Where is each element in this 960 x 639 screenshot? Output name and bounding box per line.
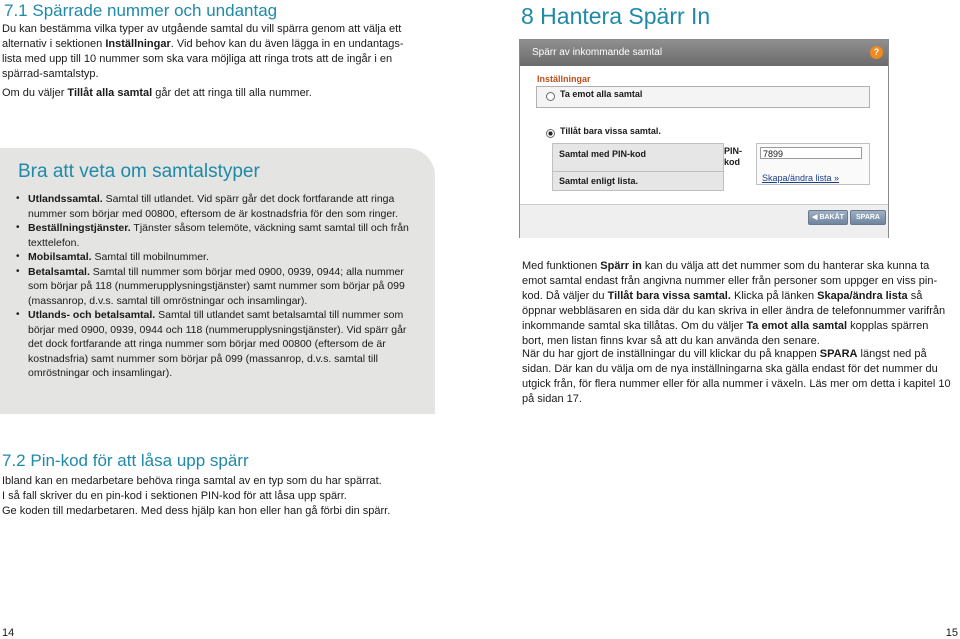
edit-list-link[interactable]: Skapa/ändra lista » [762, 173, 840, 183]
text-run: kan du välja att det nummer som du hanterar ska kunna ta emot samtal endast från angivna nummer eller från personer som uppger en viss pin-kod. Då väljer du [522, 260, 938, 302]
call-type-name: Utlands- och betalsamtal. [28, 309, 156, 321]
back-button-label: BAKÅT [819, 214, 844, 221]
section-7-2-line: Ge koden till medarbetaren. Med dess hjälp kan hon eller han gå förbi din spärr. [2, 505, 391, 517]
call-type-description: Tjänster såsom telemöte, väckning samt samtal till och från texttelefon. [28, 222, 409, 249]
section-7-2-line: Ibland kan en medarbetare behöva ringa samtal av en typ som du har spärrat. [2, 475, 382, 487]
section-7-2-line: I så fall skriver du en pin-kod i sektionen PIN-kod för att låsa upp spärr. [2, 490, 347, 502]
screen-title: Spärr av inkommande samtal [532, 47, 663, 58]
call-type-name: Betalsamtal. [28, 265, 90, 278]
bold-term: Spärr in [600, 260, 642, 272]
option-list-label: Samtal enligt lista. [559, 176, 639, 186]
option-pin-label: Samtal med PIN-kod [559, 149, 647, 159]
option-pin-code[interactable] [552, 143, 724, 173]
section-7-1-note: Om du väljer Tillåt alla samtal går det att ringa till alla nummer. [2, 87, 312, 99]
call-type-item [16, 221, 416, 250]
call-type-item [16, 192, 416, 221]
call-type-name: Mobilsamtal. [28, 251, 92, 263]
info-box-title: Bra att veta om samtalstyper [18, 161, 260, 182]
screen-titlebar [520, 40, 888, 66]
call-type-description: Samtal till utlandet. Vid spärr går det dock fortfarande att ringa nummer som börjar med 00800, eftersom de är kostnadsfria för den som ringer. [28, 193, 399, 220]
radio-allow-some[interactable] [546, 129, 555, 138]
pin-label: PIN-kod [724, 146, 742, 167]
bold-term: Skapa/ändra lista [817, 290, 908, 302]
settings-label: Inställningar [537, 74, 591, 84]
bold-term: Tillåt bara vissa samtal. [607, 290, 731, 302]
save-button[interactable]: SPARA [850, 210, 886, 225]
page-number-right: 15 [945, 627, 958, 639]
call-type-name: Beställningstjänster. [28, 222, 131, 234]
label-allow-some: Tillåt bara vissa samtal. [560, 126, 661, 136]
section-7-2-title: 7.2 Pin-kod för att låsa upp spärr [2, 451, 249, 470]
call-type-list [16, 192, 416, 381]
call-type-name: Utlandssamtal. [28, 193, 103, 205]
text-run: längst ned på sidan. Där kan du välja om de nya inställningarna ska gälla endast för det nummer du utgick från, för flera nummer eller för alla nummer i växeln. Läs mer om detta i kapitel 10 på sidan 17. [522, 348, 951, 405]
page-number-left: 14 [2, 627, 15, 639]
question-icon[interactable]: ? [870, 46, 883, 59]
pin-input[interactable]: 7899 [760, 147, 862, 159]
text-run: Klicka på länken [730, 290, 818, 302]
call-type-description: Samtal till mobilnummer. [91, 251, 209, 263]
section-8-paragraph-2 [522, 347, 952, 407]
call-type-description: Samtal till utlandet samt betalsamtal till nummer som börjar med 0900, 0939, 0944 och 118 (nummerupplysningstjänster). Vid spärr går det dock fortfarande att ringa nummer som börjar med 00800 (eftersom de är kostnadsfria) samt nummer som börjar på 099 (massanrop, d.v.s. samtal till omröstningar och insamlingar). [28, 309, 407, 379]
section-7-1-title: 7.1 Spärrade nummer och undantag [4, 1, 278, 20]
section-7-1-body: Du kan bestämma vilka typer av utgående samtal du vill spärra genom att välja ett alternativ i sektionen Inställningar. Vid behov kan du även lägga in en undantags-lista med upp till 10 nummer som ska vara möjliga att ringa trots att de ingår i en spärrad-samtalstyp. [2, 23, 404, 80]
call-type-description: Samtal till nummer som börjar med 0900, 0939, 0944; alla nummer som börjar på 118 (nummerupplysningstjänster) samt nummer som börjar på 099 (massanrop, d.v.s. samtal till omröstningar och insamlingar). [28, 265, 405, 307]
label-accept-all: Ta emot alla samtal [560, 89, 643, 99]
text-run: När du har gjort de inställningar du vill klickar du på knappen [522, 348, 820, 360]
bold-term: SPARA [819, 348, 858, 360]
text-run: kopplas spärren bort, men listan finns kvar så att du kan använda den senare. [522, 320, 929, 347]
section-7-2-body [2, 474, 442, 519]
call-type-item [16, 308, 416, 381]
section-8-paragraph-1 [522, 259, 952, 349]
option-call-list[interactable] [552, 171, 724, 191]
info-box-call-types [0, 148, 435, 414]
text-run: så öppnar webbläsaren en sida där du kan skriva in eller ändra de telefonnummer varifrån inkommande samtal ska tillåtas. Om du väljer [522, 290, 946, 332]
call-type-item [16, 250, 416, 265]
back-button[interactable] [808, 210, 848, 225]
section-8-title: 8 Hantera Spärr In [521, 3, 711, 29]
bold-term: Ta emot alla samtal [746, 320, 848, 332]
text-run: Med funktionen [522, 260, 601, 272]
chevron-left-icon: ◀ [812, 214, 818, 221]
call-type-item [16, 265, 416, 309]
incoming-block-screenshot [519, 39, 889, 238]
radio-accept-all[interactable] [546, 92, 555, 101]
